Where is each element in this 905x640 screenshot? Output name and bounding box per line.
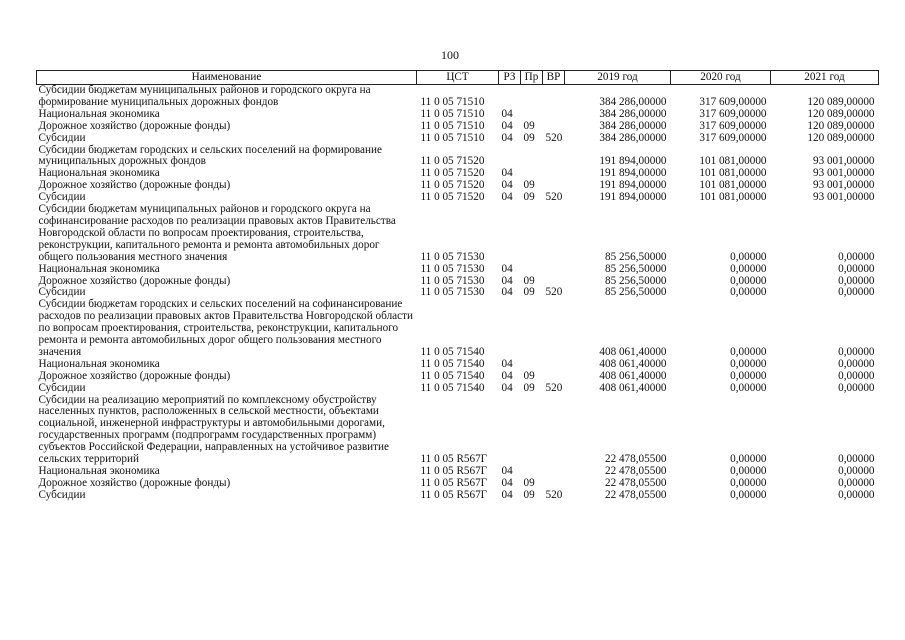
header-year-2021: 2021 год (771, 71, 879, 85)
cell-vr (543, 204, 565, 264)
cell-year-2020: 0,00000 (730, 369, 767, 382)
cell-year-2021: 0,00000 (838, 381, 875, 394)
cell-year-2019: 85 256,50000 (604, 262, 667, 275)
table-row (37, 204, 879, 264)
cell-name: Субсидии (38, 191, 86, 204)
cell-pr (521, 145, 543, 169)
cell-rz: 04 (501, 179, 513, 192)
cell-name: Субсидии (38, 488, 86, 501)
cell-rz (499, 85, 521, 109)
cell-name: Субсидии (38, 286, 86, 299)
table-row (37, 299, 879, 359)
cell-year-2019: 22 478,05500 (604, 453, 667, 466)
cell-name: Субсидии на реализацию мероприятий по комплексному обустройству населенных пунктов, расположенных в сельской местности, объектами социальной, инженерной инфраструктуры и автомобильными дорогами, государственных программ (подпрограмм государственных программ) субъектов Российской Федерации, направленных на устойчивое развитие сельских территорий (38, 393, 389, 466)
cell-year-2021: 0,00000 (838, 369, 875, 382)
header-cst: ЦСТ (417, 71, 499, 85)
cell-name: Субсидии бюджетам городских и сельских поселений на формирование муниципальных дорожных фондов (38, 143, 382, 168)
cell-rz: 04 (501, 262, 513, 275)
cell-year-2021: 0,00000 (838, 286, 875, 299)
cell-year-2021: 0,00000 (838, 357, 875, 370)
cell-rz: 04 (501, 488, 513, 501)
cell-year-2019: 408 061,40000 (599, 345, 667, 358)
cell-cst: 11 0 05 71530 (420, 250, 485, 263)
cell-cst: 11 0 05 71540 (420, 369, 485, 382)
cell-year-2020: 317 609,00000 (699, 131, 767, 144)
table-body (37, 85, 879, 502)
cell-year-2021: 0,00000 (838, 262, 875, 275)
cell-vr: 520 (545, 381, 563, 394)
cell-rz: 04 (501, 476, 513, 489)
cell-year-2020: 101 081,00000 (699, 167, 767, 180)
header-year-2019: 2019 год (565, 71, 671, 85)
table-row (37, 133, 879, 145)
cell-year-2020: 0,00000 (730, 274, 767, 287)
cell-year-2020: 0,00000 (730, 250, 767, 263)
table-row (37, 121, 879, 133)
cell-name: Субсидии бюджетам городских и сельских поселений на софинансирование расходов по реализации правовых актов Правительства Новгородской области по вопросам проектирования, строительства, реконструкции, капитального ремонта и ремонта автомобильных дорог общего пользования местного значения (38, 298, 413, 358)
cell-year-2020: 0,00000 (730, 465, 767, 477)
cell-vr (543, 264, 565, 276)
cell-year-2019: 191 894,00000 (599, 167, 667, 180)
header-rz: РЗ (499, 71, 521, 85)
cell-rz: 04 (501, 131, 513, 144)
cell-name: Субсидии (38, 381, 86, 394)
cell-year-2020: 0,00000 (730, 381, 767, 394)
cell-year-2021: 93 001,00000 (812, 179, 875, 192)
table-row (37, 371, 879, 383)
cell-rz: 04 (501, 369, 513, 382)
cell-year-2020: 317 609,00000 (699, 95, 767, 108)
cell-rz: 04 (501, 119, 513, 132)
cell-year-2020: 0,00000 (730, 357, 767, 370)
cell-year-2021: 0,00000 (838, 465, 875, 477)
cell-vr: 520 (545, 286, 563, 299)
cell-pr (521, 204, 543, 264)
cell-cst: 11 0 05 71540 (420, 357, 485, 370)
cell-name: Национальная экономика (38, 262, 160, 275)
cell-vr (543, 359, 565, 371)
table-row (37, 109, 879, 121)
cell-cst: 11 0 05 R567Г (420, 488, 488, 501)
cell-year-2021: 0,00000 (838, 476, 875, 489)
table-row (37, 395, 879, 466)
cell-cst: 11 0 05 R567Г (420, 465, 488, 477)
cell-cst: 11 0 05 71520 (420, 167, 485, 180)
table-row (37, 264, 879, 276)
cell-year-2019: 85 256,50000 (604, 286, 667, 299)
cell-pr (521, 85, 543, 109)
cell-year-2021: 0,00000 (838, 488, 875, 501)
cell-rz: 04 (501, 381, 513, 394)
cell-year-2020: 101 081,00000 (699, 155, 767, 168)
cell-year-2019: 408 061,40000 (599, 357, 667, 370)
cell-name: Дорожное хозяйство (дорожные фонды) (38, 369, 231, 382)
cell-vr (543, 466, 565, 478)
cell-year-2019: 191 894,00000 (599, 191, 667, 204)
cell-cst: 11 0 05 71520 (420, 179, 485, 192)
cell-year-2019: 384 286,00000 (599, 95, 667, 108)
header-vr: ВР (543, 71, 565, 85)
cell-vr (543, 299, 565, 359)
cell-name: Дорожное хозяйство (дорожные фонды) (38, 476, 231, 489)
cell-year-2019: 85 256,50000 (604, 250, 667, 263)
cell-year-2019: 408 061,40000 (599, 381, 667, 394)
cell-name: Дорожное хозяйство (дорожные фонды) (38, 274, 231, 287)
cell-pr: 09 (523, 381, 535, 394)
cell-pr: 09 (523, 119, 535, 132)
table-header-row (37, 71, 879, 85)
cell-year-2020: 101 081,00000 (699, 191, 767, 204)
table-row (37, 359, 879, 371)
cell-year-2021: 120 089,00000 (807, 119, 875, 132)
cell-cst: 11 0 05 71520 (420, 191, 485, 204)
cell-year-2020: 101 081,00000 (699, 179, 767, 192)
cell-year-2020: 0,00000 (730, 286, 767, 299)
table-row (37, 383, 879, 395)
cell-year-2021: 120 089,00000 (807, 107, 875, 120)
cell-name: Национальная экономика (38, 357, 160, 370)
cell-pr (521, 264, 543, 276)
cell-pr: 09 (523, 488, 535, 501)
cell-cst: 11 0 05 R567Г (420, 453, 488, 466)
cell-rz: 04 (501, 167, 513, 180)
cell-year-2021: 120 089,00000 (807, 95, 875, 108)
cell-vr: 520 (545, 488, 563, 501)
cell-cst: 11 0 05 R567Г (420, 476, 488, 489)
cell-vr (543, 395, 565, 466)
cell-pr: 09 (523, 369, 535, 382)
budget-table (36, 70, 879, 502)
cell-vr (543, 85, 565, 109)
cell-rz: 04 (501, 357, 513, 370)
cell-cst: 11 0 05 71530 (420, 286, 485, 299)
table-row (37, 490, 879, 502)
cell-cst: 11 0 05 71540 (420, 381, 485, 394)
cell-year-2020: 0,00000 (730, 345, 767, 358)
cell-rz (499, 299, 521, 359)
cell-vr: 520 (545, 191, 563, 204)
cell-vr (543, 145, 565, 169)
cell-rz (499, 204, 521, 264)
cell-year-2020: 0,00000 (730, 476, 767, 489)
cell-year-2021: 93 001,00000 (812, 155, 875, 168)
cell-year-2019: 191 894,00000 (599, 155, 667, 168)
cell-rz: 04 (501, 191, 513, 204)
cell-year-2021: 0,00000 (838, 345, 875, 358)
table-row (37, 145, 879, 169)
cell-cst: 11 0 05 71510 (420, 131, 485, 144)
cell-year-2020: 0,00000 (730, 262, 767, 275)
cell-vr (543, 168, 565, 180)
header-year-2020: 2020 год (671, 71, 771, 85)
cell-pr (521, 109, 543, 121)
cell-pr (521, 299, 543, 359)
cell-year-2021: 120 089,00000 (807, 131, 875, 144)
cell-year-2019: 22 478,05500 (604, 465, 667, 477)
cell-rz: 04 (501, 107, 513, 120)
cell-year-2019: 384 286,00000 (599, 119, 667, 132)
cell-vr: 520 (545, 131, 563, 144)
cell-pr: 09 (523, 476, 535, 489)
cell-name: Субсидии бюджетам муниципальных районов и городского округа на софинансирование расходов по реализации правовых актов Правительства Новгородской области по вопросам проектирования, строительства, реконструкции, капитального ремонта и ремонта автомобильных дорог общего пользования местного значения (38, 203, 396, 263)
cell-pr: 09 (523, 191, 535, 204)
cell-year-2019: 22 478,05500 (604, 476, 667, 489)
cell-year-2020: 0,00000 (730, 453, 767, 466)
cell-rz: 04 (501, 274, 513, 287)
cell-vr (543, 371, 565, 383)
cell-year-2021: 93 001,00000 (812, 191, 875, 204)
cell-year-2019: 384 286,00000 (599, 131, 667, 144)
cell-rz: 04 (501, 465, 513, 477)
cell-year-2020: 317 609,00000 (699, 119, 767, 132)
cell-pr: 09 (523, 179, 535, 192)
cell-rz (499, 145, 521, 169)
cell-year-2019: 384 286,00000 (599, 107, 667, 120)
cell-cst: 11 0 05 71510 (420, 119, 485, 132)
cell-year-2021: 0,00000 (838, 274, 875, 287)
cell-year-2019: 85 256,50000 (604, 274, 667, 287)
cell-year-2019: 22 478,05500 (604, 488, 667, 501)
cell-rz: 04 (501, 286, 513, 299)
cell-cst: 11 0 05 71510 (420, 95, 485, 108)
cell-name: Дорожное хозяйство (дорожные фонды) (38, 119, 231, 132)
cell-cst: 11 0 05 71540 (420, 345, 485, 358)
cell-vr (543, 109, 565, 121)
cell-name: Национальная экономика (38, 465, 160, 477)
cell-year-2021: 93 001,00000 (812, 167, 875, 180)
cell-year-2021: 0,00000 (838, 250, 875, 263)
cell-year-2021: 0,00000 (838, 453, 875, 466)
cell-name: Национальная экономика (38, 167, 160, 180)
cell-cst: 11 0 05 71530 (420, 274, 485, 287)
cell-cst: 11 0 05 71510 (420, 107, 485, 120)
header-name: Наименование (37, 71, 417, 85)
table-row (37, 85, 879, 109)
cell-name: Субсидии (38, 131, 86, 144)
cell-cst: 11 0 05 71520 (420, 155, 485, 168)
cell-name: Национальная экономика (38, 107, 160, 120)
cell-year-2020: 317 609,00000 (699, 107, 767, 120)
cell-pr: 09 (523, 131, 535, 144)
cell-name: Субсидии бюджетам муниципальных районов и городского округа на формирование муниципальных дорожных фондов (38, 84, 371, 108)
cell-year-2019: 408 061,40000 (599, 369, 667, 382)
cell-year-2020: 0,00000 (730, 488, 767, 501)
cell-cst: 11 0 05 71530 (420, 262, 485, 275)
cell-pr (521, 359, 543, 371)
cell-name: Дорожное хозяйство (дорожные фонды) (38, 179, 231, 192)
cell-rz (499, 395, 521, 466)
cell-pr: 09 (523, 274, 535, 287)
cell-pr: 09 (523, 286, 535, 299)
cell-vr (543, 121, 565, 133)
header-pr: Пр (521, 71, 543, 85)
cell-pr (521, 395, 543, 466)
cell-year-2019: 191 894,00000 (599, 179, 667, 192)
page-number: 100 (441, 48, 459, 62)
